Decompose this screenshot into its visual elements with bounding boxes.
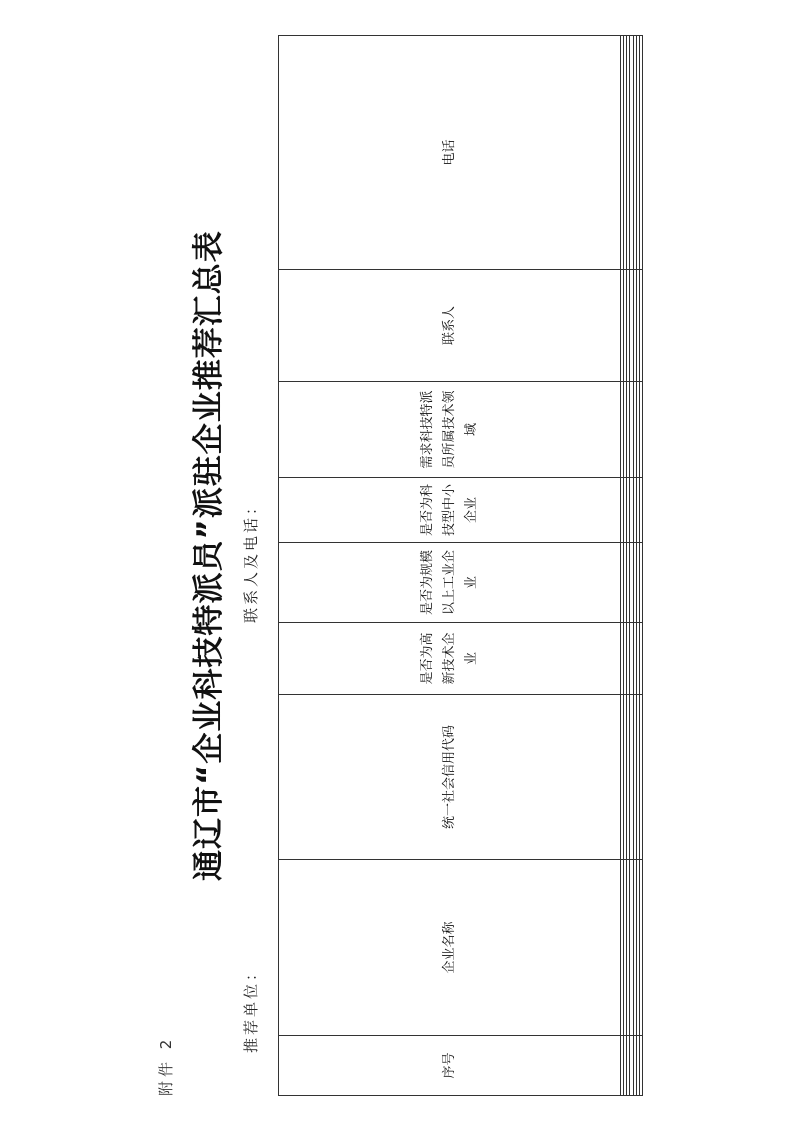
attachment-label: 附件 2 bbox=[157, 1035, 175, 1096]
header-phone: 电话 bbox=[279, 36, 621, 270]
contact-label: 联系人及电话： bbox=[242, 496, 260, 623]
header-tech-field: 需求科技特派员所属技术领域 bbox=[279, 382, 621, 478]
table-cell bbox=[639, 623, 642, 695]
header-credit-code: 统一社会信用代码 bbox=[279, 695, 621, 860]
table-cell bbox=[639, 382, 642, 478]
header-company-name: 企业名称 bbox=[279, 860, 621, 1036]
header-index: 序号 bbox=[279, 1036, 621, 1096]
recommending-unit-label: 推荐单位： bbox=[242, 962, 260, 1053]
header-tech-sme: 是否为科技型中小企业 bbox=[279, 478, 621, 543]
table-cell bbox=[639, 270, 642, 382]
table-header-row bbox=[279, 36, 621, 1096]
table-cell bbox=[639, 1036, 642, 1096]
table-row bbox=[639, 36, 642, 1096]
summary-table bbox=[278, 35, 643, 1096]
table-cell bbox=[639, 36, 642, 270]
page-title: 通辽市“企业科技特派员”派驻企业推荐汇总表 bbox=[191, 230, 227, 881]
table-cell bbox=[639, 695, 642, 860]
table-cell bbox=[639, 860, 642, 1036]
table-cell bbox=[639, 478, 642, 543]
header-contact-person: 联系人 bbox=[279, 270, 621, 382]
header-high-tech: 是否为高新技术企业 bbox=[279, 623, 621, 695]
table-cell bbox=[639, 543, 642, 623]
header-above-scale: 是否为规模以上工业企业 bbox=[279, 543, 621, 623]
